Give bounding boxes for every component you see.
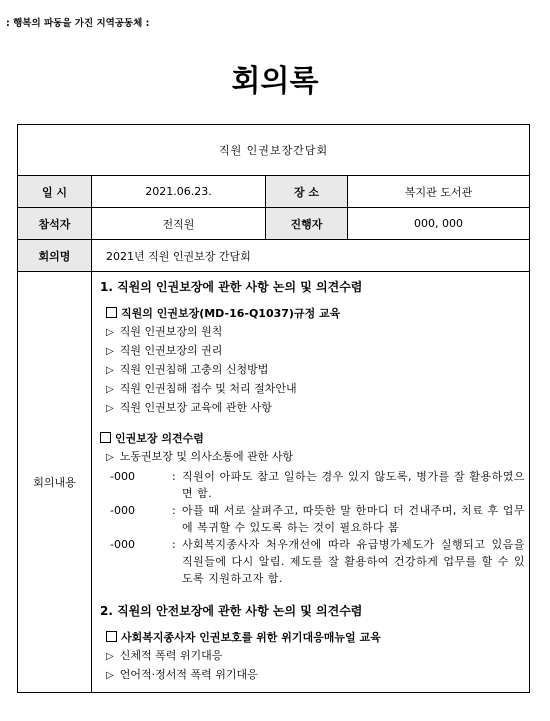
- list-item-text: 노동권보장 및 의사소통에 관한 사항: [119, 450, 294, 463]
- section2-sub1-heading-text: 사회복지종사자 인권보호를 위한 위기대응매뉴얼 교육: [121, 631, 381, 644]
- date-value: 2021.06.23.: [92, 176, 266, 208]
- place-value: 복지관 도서관: [348, 176, 530, 208]
- triangle-bullet-icon: ▷: [106, 327, 114, 338]
- meeting-title: 직원 인권보장간담회: [18, 125, 530, 176]
- opinion-speaker: -000: [110, 538, 135, 551]
- opinion-item: [110, 502, 525, 536]
- list-item: [106, 400, 525, 417]
- list-item-text: 언어적·정서적 폭력 위기대응: [119, 668, 258, 681]
- list-item: [106, 343, 525, 360]
- list-item-text: 직원 인권보장의 권리: [119, 344, 223, 357]
- tagline: : 행복의 파동을 가진 지역공동체 :: [6, 18, 150, 29]
- triangle-bullet-icon: ▷: [106, 452, 114, 463]
- opinion-colon: :: [172, 538, 176, 551]
- triangle-bullet-icon: ▷: [106, 365, 114, 376]
- section1-sub1-heading: [106, 305, 525, 321]
- opinion-text: 사회복지종사자 처우개선에 따라 유급병가제도가 실행되고 있음을 직원들에 다시 알림. 제도를 잘 활용하여 건강하게 업무를 할 수 있도록 지원하고자 함.: [182, 538, 526, 585]
- list-item: [106, 362, 525, 379]
- checkbox-square-icon: [106, 307, 117, 318]
- checkbox-square-icon: [100, 432, 111, 443]
- list-item-text: 직원 인권보장의 원칙: [119, 325, 223, 338]
- meeting-name-label: 회의명: [18, 240, 92, 272]
- section1-sub2-heading-text: 인권보장 의견수렴: [115, 432, 204, 445]
- meeting-content: [92, 272, 530, 693]
- list-item-text: 직원 인권침해 고충의 신청방법: [119, 363, 269, 376]
- section2-heading: 2. 직원의 안전보장에 관한 사항 논의 및 의견수렴: [100, 604, 363, 618]
- opinion-text: 직원이 아파도 참고 일하는 경우 있지 않도록, 병가를 잘 활용하였으면 함.: [182, 470, 526, 500]
- list-item-text: 직원 인권침해 접수 및 처리 절차안내: [119, 382, 297, 395]
- content-label: 회의내용: [18, 272, 92, 693]
- triangle-bullet-icon: ▷: [106, 384, 114, 395]
- section1-heading: 1. 직원의 인권보장에 관한 사항 논의 및 의견수렴: [100, 280, 363, 294]
- list-item: [106, 449, 525, 466]
- list-item-text: 신체적 폭력 위기대응: [119, 649, 223, 662]
- meeting-name-value: 2021년 직원 인권보장 간담회: [92, 240, 530, 272]
- triangle-bullet-icon: ▷: [106, 651, 114, 662]
- date-label: 일 시: [18, 176, 92, 208]
- list-item-text: 직원 인권보장 교육에 관한 사항: [119, 401, 272, 414]
- list-item: [106, 381, 525, 398]
- list-item: [106, 648, 525, 665]
- triangle-bullet-icon: ▷: [106, 670, 114, 681]
- checkbox-square-icon: [106, 631, 117, 642]
- triangle-bullet-icon: ▷: [106, 346, 114, 357]
- place-label: 장 소: [266, 176, 348, 208]
- host-value: 000, 000: [348, 208, 530, 240]
- list-item: [106, 324, 525, 341]
- opinion-text: 아플 때 서로 살펴주고, 따뜻한 말 한마디 더 건내주며, 치료 후 업무에 복귀할 수 있도록 하는 것이 필요하다 봄: [182, 504, 526, 534]
- triangle-bullet-icon: ▷: [106, 403, 114, 414]
- opinion-colon: :: [172, 504, 176, 517]
- section1-sub1-heading-text: 직원의 인권보장(MD-16-Q1037)규정 교육: [121, 307, 341, 320]
- list-item: [106, 667, 525, 684]
- section2-sub1-heading: [106, 629, 525, 645]
- attendees-label: 참석자: [18, 208, 92, 240]
- opinion-speaker: -000: [110, 504, 135, 517]
- page-title: 회의록: [231, 64, 319, 99]
- attendees-value: 전직원: [92, 208, 266, 240]
- minutes-table: [17, 124, 530, 693]
- opinion-item: [110, 468, 525, 502]
- opinion-colon: :: [172, 470, 176, 483]
- opinion-speaker: -000: [110, 470, 135, 483]
- section1-sub2-heading: [100, 430, 525, 446]
- host-label: 진행자: [266, 208, 348, 240]
- opinion-item: [110, 536, 525, 587]
